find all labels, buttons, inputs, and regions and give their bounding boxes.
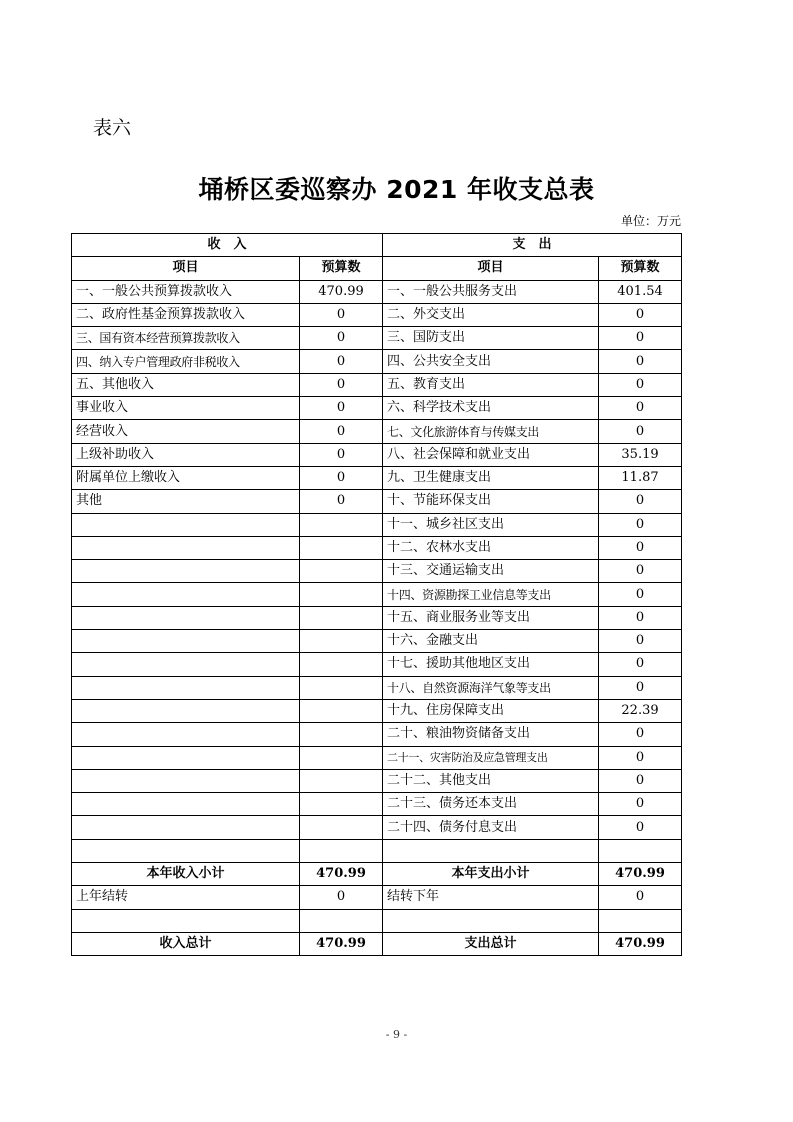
table-row: [72, 397, 682, 420]
income-value-cell: [300, 536, 383, 559]
income-value-cell: [300, 560, 383, 583]
income-item-cell: [72, 746, 300, 769]
table-row: [72, 443, 682, 466]
income-item-cell: [72, 839, 300, 862]
expense-item-cell: 六、科学技术支出: [383, 397, 599, 420]
income-item-cell: [72, 606, 300, 629]
income-budget-header: 预算数: [300, 257, 383, 280]
income-value-cell: [300, 723, 383, 746]
income-value-cell: [300, 630, 383, 653]
empty-row: [72, 909, 682, 932]
expense-value-cell: 0: [599, 606, 682, 629]
income-item-cell: [72, 676, 300, 699]
table-label: 表六: [93, 117, 132, 139]
page-title: 埇桥区委巡察办 2021 年收支总表: [198, 175, 595, 204]
table-row: [72, 769, 682, 792]
income-item-cell: 三、国有资本经营预算拨款收入: [72, 327, 300, 350]
expense-item-cell: 七、文化旅游体育与传媒支出: [383, 420, 599, 443]
income-value-cell: 0: [300, 303, 383, 326]
expense-subtotal-label: 本年支出小计: [383, 863, 599, 886]
expense-item-cell: 二十一、灾害防治及应急管理支出: [383, 746, 599, 769]
expense-item-cell: 二十四、债务付息支出: [383, 816, 599, 839]
budget-summary-table: [71, 233, 682, 956]
expense-value-cell: 0: [599, 303, 682, 326]
empty-cell: [599, 909, 682, 932]
table-row: [72, 513, 682, 536]
table-row: [72, 420, 682, 443]
expense-value-cell: 0: [599, 350, 682, 373]
income-value-cell: [300, 583, 383, 606]
carryover-row: [72, 886, 682, 909]
subtotal-row: [72, 863, 682, 886]
income-value-cell: 0: [300, 327, 383, 350]
income-value-cell: [300, 839, 383, 862]
expense-carryover-label: 结转下年: [383, 886, 599, 909]
income-section-header: 收 入: [72, 234, 383, 257]
income-value-cell: 0: [300, 420, 383, 443]
expense-value-cell: 11.87: [599, 466, 682, 489]
income-value-cell: 0: [300, 397, 383, 420]
income-total-label: 收入总计: [72, 932, 300, 955]
expense-budget-header: 预算数: [599, 257, 682, 280]
income-value-cell: 470.99: [300, 280, 383, 303]
expense-item-cell: 二十三、债务还本支出: [383, 793, 599, 816]
table-row: [72, 746, 682, 769]
expense-item-cell: 八、社会保障和就业支出: [383, 443, 599, 466]
income-value-cell: [300, 699, 383, 722]
income-value-cell: 0: [300, 490, 383, 513]
table-row: [72, 653, 682, 676]
empty-cell: [383, 909, 599, 932]
expense-value-cell: 0: [599, 630, 682, 653]
income-value-cell: [300, 606, 383, 629]
income-total-value: 470.99: [300, 932, 383, 955]
expense-total-label: 支出总计: [383, 932, 599, 955]
income-item-cell: 经营收入: [72, 420, 300, 443]
income-value-cell: [300, 793, 383, 816]
expense-value-cell: 0: [599, 769, 682, 792]
expense-item-cell: 十、节能环保支出: [383, 490, 599, 513]
expense-item-cell: 十四、资源勘探工业信息等支出: [383, 583, 599, 606]
column-header-row: [72, 257, 682, 280]
table-row: [72, 839, 682, 862]
expense-item-cell: 四、公共安全支出: [383, 350, 599, 373]
expense-item-cell: 十二、农林水支出: [383, 536, 599, 559]
income-item-cell: 事业收入: [72, 397, 300, 420]
income-item-cell: [72, 630, 300, 653]
expense-item-cell: 二十二、其他支出: [383, 769, 599, 792]
income-item-cell: [72, 769, 300, 792]
income-carryover-label: 上年结转: [72, 886, 300, 909]
section-header-row: [72, 234, 682, 257]
expense-section-header: 支 出: [383, 234, 682, 257]
income-item-cell: 五、其他收入: [72, 373, 300, 396]
table-row: [72, 536, 682, 559]
income-item-cell: [72, 513, 300, 536]
expense-value-cell: 0: [599, 746, 682, 769]
expense-item-cell: 十五、商业服务业等支出: [383, 606, 599, 629]
expense-item-cell: 九、卫生健康支出: [383, 466, 599, 489]
expense-value-cell: 0: [599, 490, 682, 513]
income-value-cell: [300, 746, 383, 769]
table-row: [72, 373, 682, 396]
income-item-cell: 一、一般公共预算拨款收入: [72, 280, 300, 303]
income-value-cell: 0: [300, 443, 383, 466]
table-row: [72, 606, 682, 629]
expense-item-cell: 一、一般公共服务支出: [383, 280, 599, 303]
income-subtotal-value: 470.99: [300, 863, 383, 886]
expense-value-cell: 0: [599, 536, 682, 559]
income-value-cell: [300, 769, 383, 792]
table-row: [72, 350, 682, 373]
income-value-cell: [300, 653, 383, 676]
income-item-cell: 上级补助收入: [72, 443, 300, 466]
income-item-cell: [72, 816, 300, 839]
empty-cell: [72, 909, 300, 932]
income-item-cell: 二、政府性基金预算拨款收入: [72, 303, 300, 326]
expense-value-cell: 0: [599, 723, 682, 746]
expense-value-cell: 0: [599, 653, 682, 676]
expense-value-cell: 35.19: [599, 443, 682, 466]
expense-item-cell: [383, 839, 599, 862]
expense-total-value: 470.99: [599, 932, 682, 955]
table-row: [72, 630, 682, 653]
expense-value-cell: 0: [599, 560, 682, 583]
table-row: [72, 327, 682, 350]
income-value-cell: 0: [300, 466, 383, 489]
expense-item-cell: 三、国防支出: [383, 327, 599, 350]
unit-label: 单位：万元: [620, 214, 681, 228]
table-row: [72, 303, 682, 326]
expense-value-cell: 0: [599, 583, 682, 606]
table-row: [72, 699, 682, 722]
page-number: - 9 -: [385, 1028, 408, 1041]
empty-cell: [300, 909, 383, 932]
income-item-cell: 四、纳入专户管理政府非税收入: [72, 350, 300, 373]
income-item-cell: 附属单位上缴收入: [72, 466, 300, 489]
expense-value-cell: 0: [599, 513, 682, 536]
table-row: [72, 793, 682, 816]
income-item-cell: [72, 560, 300, 583]
expense-item-cell: 二十、粮油物资储备支出: [383, 723, 599, 746]
expense-value-cell: 0: [599, 793, 682, 816]
income-item-cell: [72, 536, 300, 559]
expense-carryover-value: 0: [599, 886, 682, 909]
income-item-cell: [72, 723, 300, 746]
expense-value-cell: 0: [599, 397, 682, 420]
income-item-cell: [72, 699, 300, 722]
expense-item-cell: 十七、援助其他地区支出: [383, 653, 599, 676]
table-row: [72, 676, 682, 699]
table-row: [72, 723, 682, 746]
table-row: [72, 280, 682, 303]
expense-subtotal-value: 470.99: [599, 863, 682, 886]
expense-value-cell: 401.54: [599, 280, 682, 303]
table-row: [72, 490, 682, 513]
table-row: [72, 560, 682, 583]
expense-value-cell: 0: [599, 327, 682, 350]
income-carryover-value: 0: [300, 886, 383, 909]
income-item-cell: [72, 583, 300, 606]
expense-item-cell: 十九、住房保障支出: [383, 699, 599, 722]
income-item-cell: 其他: [72, 490, 300, 513]
expense-value-cell: 0: [599, 816, 682, 839]
expense-item-cell: 二、外交支出: [383, 303, 599, 326]
expense-item-cell: 十六、金融支出: [383, 630, 599, 653]
table-row: [72, 583, 682, 606]
expense-item-cell: 十八、自然资源海洋气象等支出: [383, 676, 599, 699]
expense-item-cell: 十一、城乡社区支出: [383, 513, 599, 536]
income-value-cell: [300, 816, 383, 839]
income-item-cell: [72, 793, 300, 816]
income-value-cell: 0: [300, 373, 383, 396]
income-item-cell: [72, 653, 300, 676]
table-row: [72, 466, 682, 489]
expense-item-header: 项目: [383, 257, 599, 280]
table-row: [72, 816, 682, 839]
income-value-cell: [300, 513, 383, 536]
expense-value-cell: 0: [599, 420, 682, 443]
total-row: [72, 932, 682, 955]
income-value-cell: [300, 676, 383, 699]
expense-value-cell: 22.39: [599, 699, 682, 722]
income-item-header: 项目: [72, 257, 300, 280]
expense-item-cell: 五、教育支出: [383, 373, 599, 396]
expense-item-cell: 十三、交通运输支出: [383, 560, 599, 583]
expense-value-cell: 0: [599, 676, 682, 699]
expense-value-cell: 0: [599, 373, 682, 396]
income-value-cell: 0: [300, 350, 383, 373]
expense-value-cell: [599, 839, 682, 862]
income-subtotal-label: 本年收入小计: [72, 863, 300, 886]
